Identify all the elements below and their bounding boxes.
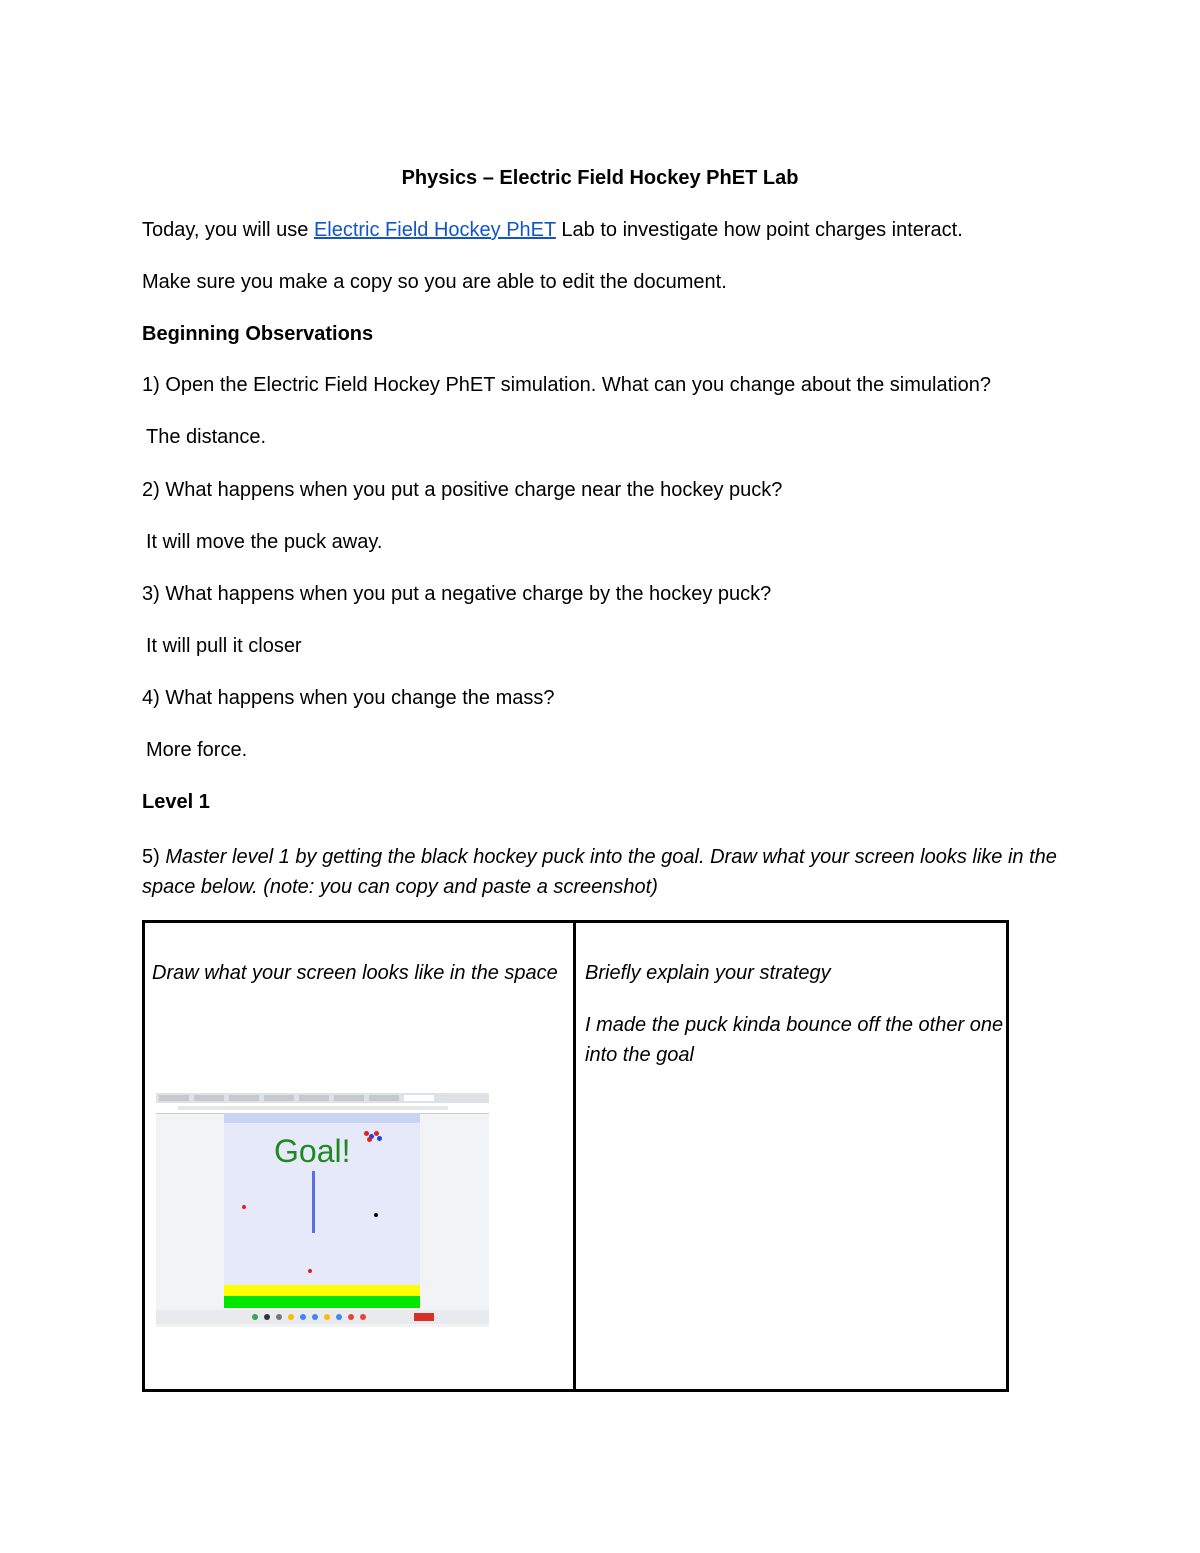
- goal-label: Goal!: [274, 1133, 351, 1169]
- phet-link[interactable]: Electric Field Hockey PhET: [313, 219, 556, 241]
- intro-paragraph: [142, 218, 963, 242]
- control-panel-green: [224, 1296, 420, 1308]
- level1-screenshot: [156, 1093, 489, 1327]
- url-field: [178, 1106, 448, 1110]
- browser-tab: [264, 1095, 294, 1101]
- app-icon: [312, 1314, 318, 1320]
- browser-tab: [334, 1095, 364, 1101]
- app-icon: [360, 1314, 366, 1320]
- negative-charge: [377, 1136, 382, 1141]
- answer-2: It will move the puck away.: [146, 531, 383, 553]
- app-icon: [324, 1314, 330, 1320]
- browser-tab: [229, 1095, 259, 1101]
- section-heading-beginning: Beginning Observations: [142, 323, 374, 345]
- hockey-puck: [374, 1213, 378, 1217]
- app-icon: [336, 1314, 342, 1320]
- app-icon: [288, 1314, 294, 1320]
- intro-text-before: Today, you will use: [142, 219, 314, 241]
- app-icon: [300, 1314, 306, 1320]
- section-heading-level1: Level 1: [142, 791, 210, 813]
- strategy-answer: I made the puck kinda bounce off the other one into the goal: [585, 1014, 1004, 1066]
- simulation-canvas: [224, 1113, 420, 1285]
- simulation-header: [224, 1113, 420, 1123]
- question-5-text: Master level 1 by getting the black hockey puck into the goal. Draw what your screen looks like in the space below. (note: you can copy and paste a screenshot): [142, 846, 1057, 898]
- table-divider: [573, 923, 576, 1389]
- browser-tab-strip: [156, 1093, 489, 1103]
- taskbar: [156, 1310, 489, 1324]
- positive-charge: [367, 1137, 372, 1142]
- browser-tab-active: [404, 1095, 434, 1101]
- charge-cluster: [364, 1131, 382, 1143]
- browser-tab: [194, 1095, 224, 1101]
- left-cell-prompt: Draw what your screen looks like in the space: [152, 962, 558, 984]
- question-4: 4) What happens when you change the mass?: [142, 687, 555, 709]
- app-icon: [348, 1314, 354, 1320]
- right-cell-prompt: Briefly explain your strategy: [585, 962, 831, 984]
- app-icon: [264, 1314, 270, 1320]
- answer-table: [142, 920, 1009, 1392]
- app-icon: [276, 1314, 282, 1320]
- browser-tab: [299, 1095, 329, 1101]
- question-5-number: 5): [142, 846, 166, 868]
- question-1: 1) Open the Electric Field Hockey PhET simulation. What can you change about the simulation?: [142, 374, 991, 396]
- control-panel-yellow: [224, 1285, 420, 1296]
- positive-charge: [308, 1269, 312, 1273]
- copy-note: Make sure you make a copy so you are able to edit the document.: [142, 271, 727, 293]
- browser-tab: [159, 1095, 189, 1101]
- question-5: [142, 842, 1062, 902]
- question-3: 3) What happens when you put a negative charge by the hockey puck?: [142, 583, 772, 605]
- goal-barrier: [312, 1171, 315, 1233]
- answer-4: More force.: [146, 739, 248, 761]
- intro-text-after: Lab to investigate how point charges interact.: [555, 219, 963, 241]
- question-2: 2) What happens when you put a positive charge near the hockey puck?: [142, 479, 783, 501]
- answer-1: The distance.: [146, 426, 267, 448]
- app-icon: [252, 1314, 258, 1320]
- answer-3: It will pull it closer: [146, 635, 302, 657]
- notification-badge: [414, 1313, 434, 1321]
- browser-tab: [369, 1095, 399, 1101]
- page-title: Physics – Electric Field Hockey PhET Lab: [401, 167, 799, 189]
- positive-charge: [242, 1205, 246, 1209]
